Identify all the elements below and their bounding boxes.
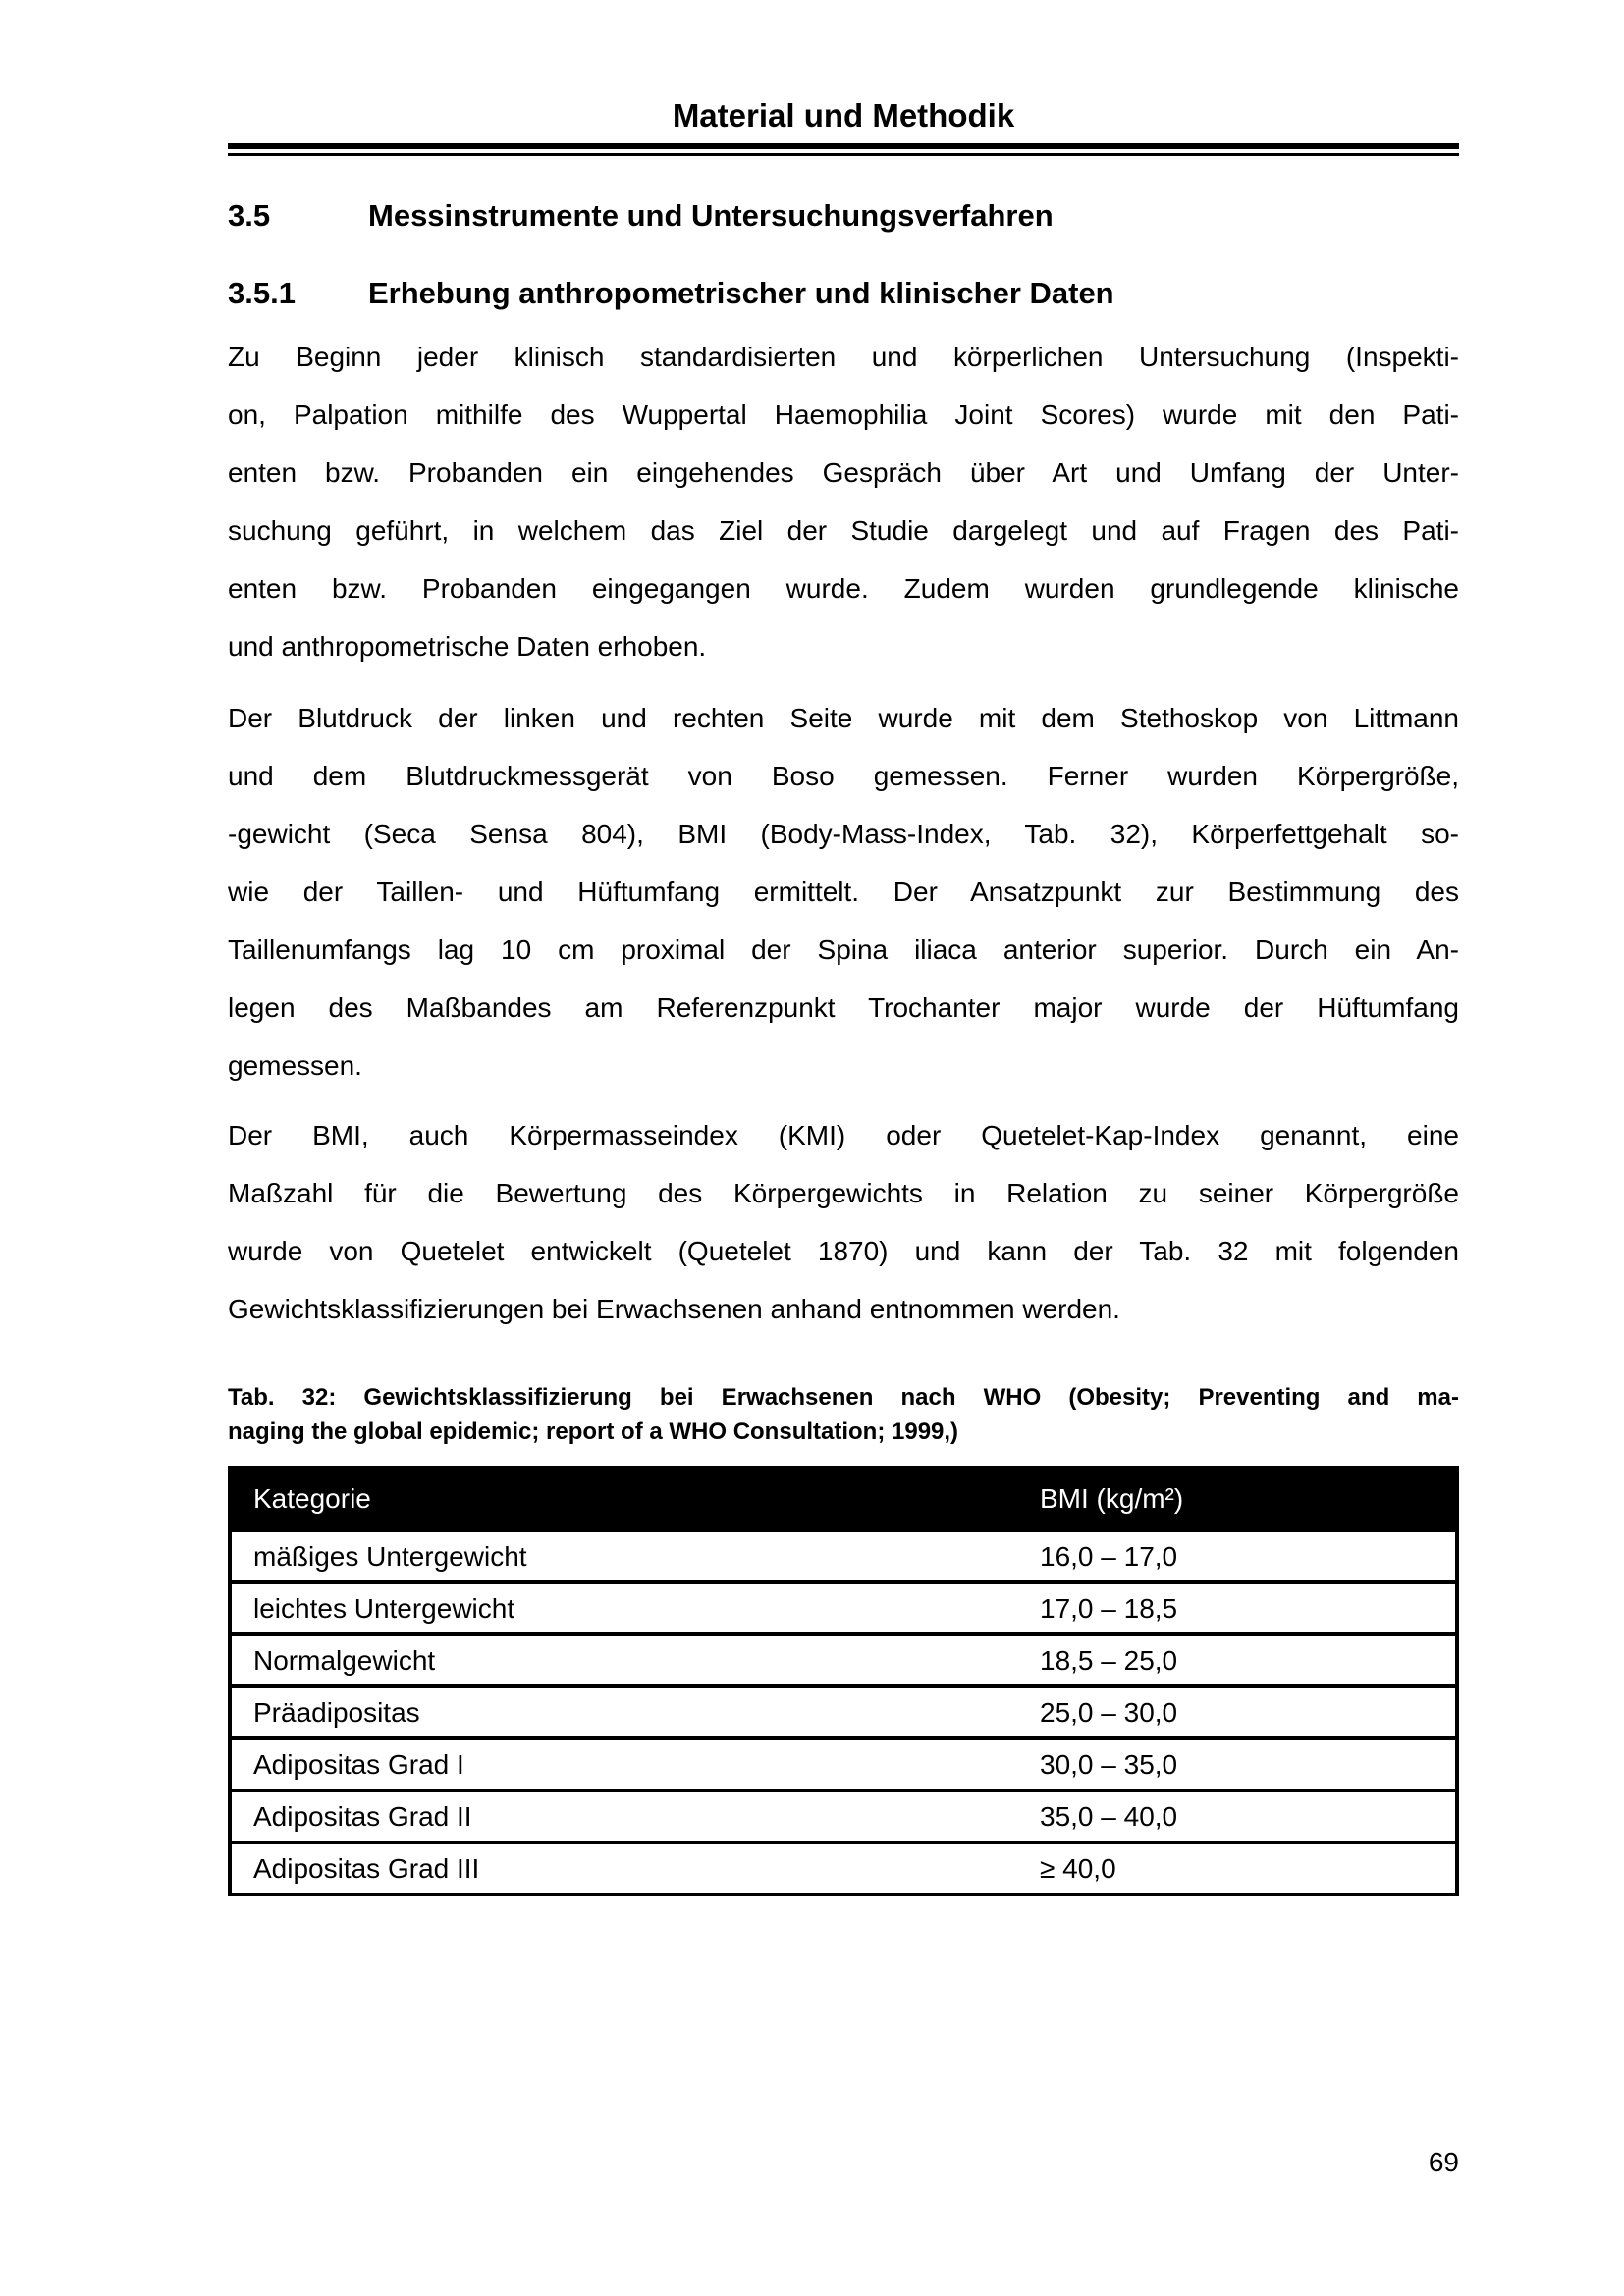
paragraph-line: legen des Maßbandes am Referenzpunkt Trochanter major wurde der Hüftumfang <box>228 992 1459 1023</box>
table-row <box>230 1530 1457 1582</box>
table-row <box>230 1634 1457 1686</box>
table-caption-line: naging the global epidemic; report of a WHO Consultation; 1999,) <box>228 1418 959 1445</box>
table-cell-category: Adipositas Grad I <box>230 1738 1020 1790</box>
table-row <box>230 1738 1457 1790</box>
section-heading-3-5-1 <box>228 276 1459 311</box>
paragraph-line: suchung geführt, in welchem das Ziel der Studie dargelegt und auf Fragen des Pati- <box>228 515 1459 546</box>
table-header-kategorie: Kategorie <box>230 1468 1020 1530</box>
table-row <box>230 1582 1457 1634</box>
table-cell-category: Normalgewicht <box>230 1634 1020 1686</box>
table-cell-bmi-range: 16,0 – 17,0 <box>1020 1530 1457 1582</box>
table-header-row <box>230 1468 1457 1530</box>
table-cell-category: Adipositas Grad II <box>230 1790 1020 1842</box>
paragraph-line: Der Blutdruck der linken und rechten Seite wurde mit dem Stethoskop von Littmann <box>228 703 1459 733</box>
paragraph-line: on, Palpation mithilfe des Wuppertal Haemophilia Joint Scores) wurde mit den Pati- <box>228 400 1459 430</box>
bmi-classification-table <box>228 1466 1459 1896</box>
header-rule <box>228 143 1459 156</box>
table-caption <box>228 1380 1459 1449</box>
paragraph-line: wurde von Quetelet entwickelt (Quetelet 1870) und kann der Tab. 32 mit folgenden <box>228 1236 1459 1266</box>
table-header-bmi: BMI (kg/m²) <box>1020 1468 1457 1530</box>
paragraph-1 <box>228 328 1459 675</box>
paragraph-line: Maßzahl für die Bewertung des Körpergewichts in Relation zu seiner Körpergröße <box>228 1178 1459 1208</box>
paragraph-line: und dem Blutdruckmessgerät von Boso gemessen. Ferner wurden Körpergröße, <box>228 761 1459 791</box>
running-header-title: Material und Methodik <box>672 97 1015 133</box>
paragraph-3 <box>228 1106 1459 1338</box>
section-title: Erhebung anthropometrischer und klinischer Daten <box>368 276 1114 310</box>
header-rule-thin-line <box>228 153 1459 156</box>
section-number: 3.5 <box>228 198 271 233</box>
table-cell-category: Adipositas Grad III <box>230 1842 1020 1895</box>
paragraph-2 <box>228 689 1459 1095</box>
paragraph-line: wie der Taillen- und Hüftumfang ermittelt. Der Ansatzpunkt zur Bestimmung des <box>228 877 1459 907</box>
paragraph-line: -gewicht (Seca Sensa 804), BMI (Body-Mass-Index, Tab. 32), Körperfettgehalt so- <box>228 819 1459 849</box>
section-number: 3.5.1 <box>228 276 296 310</box>
paragraph-line: Zu Beginn jeder klinisch standardisierten und körperlichen Untersuchung (Inspekti- <box>228 342 1459 372</box>
page-number: 69 <box>1428 2147 1459 2177</box>
table-row <box>230 1686 1457 1738</box>
table-row <box>230 1790 1457 1842</box>
page-content <box>228 0 1459 1896</box>
paragraph-line: Der BMI, auch Körpermasseindex (KMI) oder Quetelet-Kap-Index genannt, eine <box>228 1120 1459 1150</box>
paragraph-line: Gewichtsklassifizierungen bei Erwachsenen anhand entnommen werden. <box>228 1294 1120 1324</box>
table-cell-category: mäßiges Untergewicht <box>230 1530 1020 1582</box>
section-heading-3-5 <box>228 198 1459 234</box>
table-cell-bmi-range: ≥ 40,0 <box>1020 1842 1457 1895</box>
table-cell-bmi-range: 25,0 – 30,0 <box>1020 1686 1457 1738</box>
table-cell-bmi-range: 30,0 – 35,0 <box>1020 1738 1457 1790</box>
table-cell-category: Präadipositas <box>230 1686 1020 1738</box>
section-title: Messinstrumente und Untersuchungsverfahren <box>368 198 1054 233</box>
paragraph-line: und anthropometrische Daten erhoben. <box>228 631 707 662</box>
table-caption-line: Tab. 32: Gewichtsklassifizierung bei Erwachsenen nach WHO (Obesity; Preventing and ma- <box>228 1384 1459 1411</box>
table-cell-bmi-range: 17,0 – 18,5 <box>1020 1582 1457 1634</box>
table-cell-bmi-range: 35,0 – 40,0 <box>1020 1790 1457 1842</box>
paragraph-line: enten bzw. Probanden ein eingehendes Gespräch über Art und Umfang der Unter- <box>228 457 1459 488</box>
table-cell-bmi-range: 18,5 – 25,0 <box>1020 1634 1457 1686</box>
paragraph-line: enten bzw. Probanden eingegangen wurde. Zudem wurden grundlegende klinische <box>228 573 1459 604</box>
paragraph-line: gemessen. <box>228 1050 362 1081</box>
table-row <box>230 1842 1457 1895</box>
table-cell-category: leichtes Untergewicht <box>230 1582 1020 1634</box>
paragraph-line: Taillenumfangs lag 10 cm proximal der Spina iliaca anterior superior. Durch ein An- <box>228 934 1459 965</box>
